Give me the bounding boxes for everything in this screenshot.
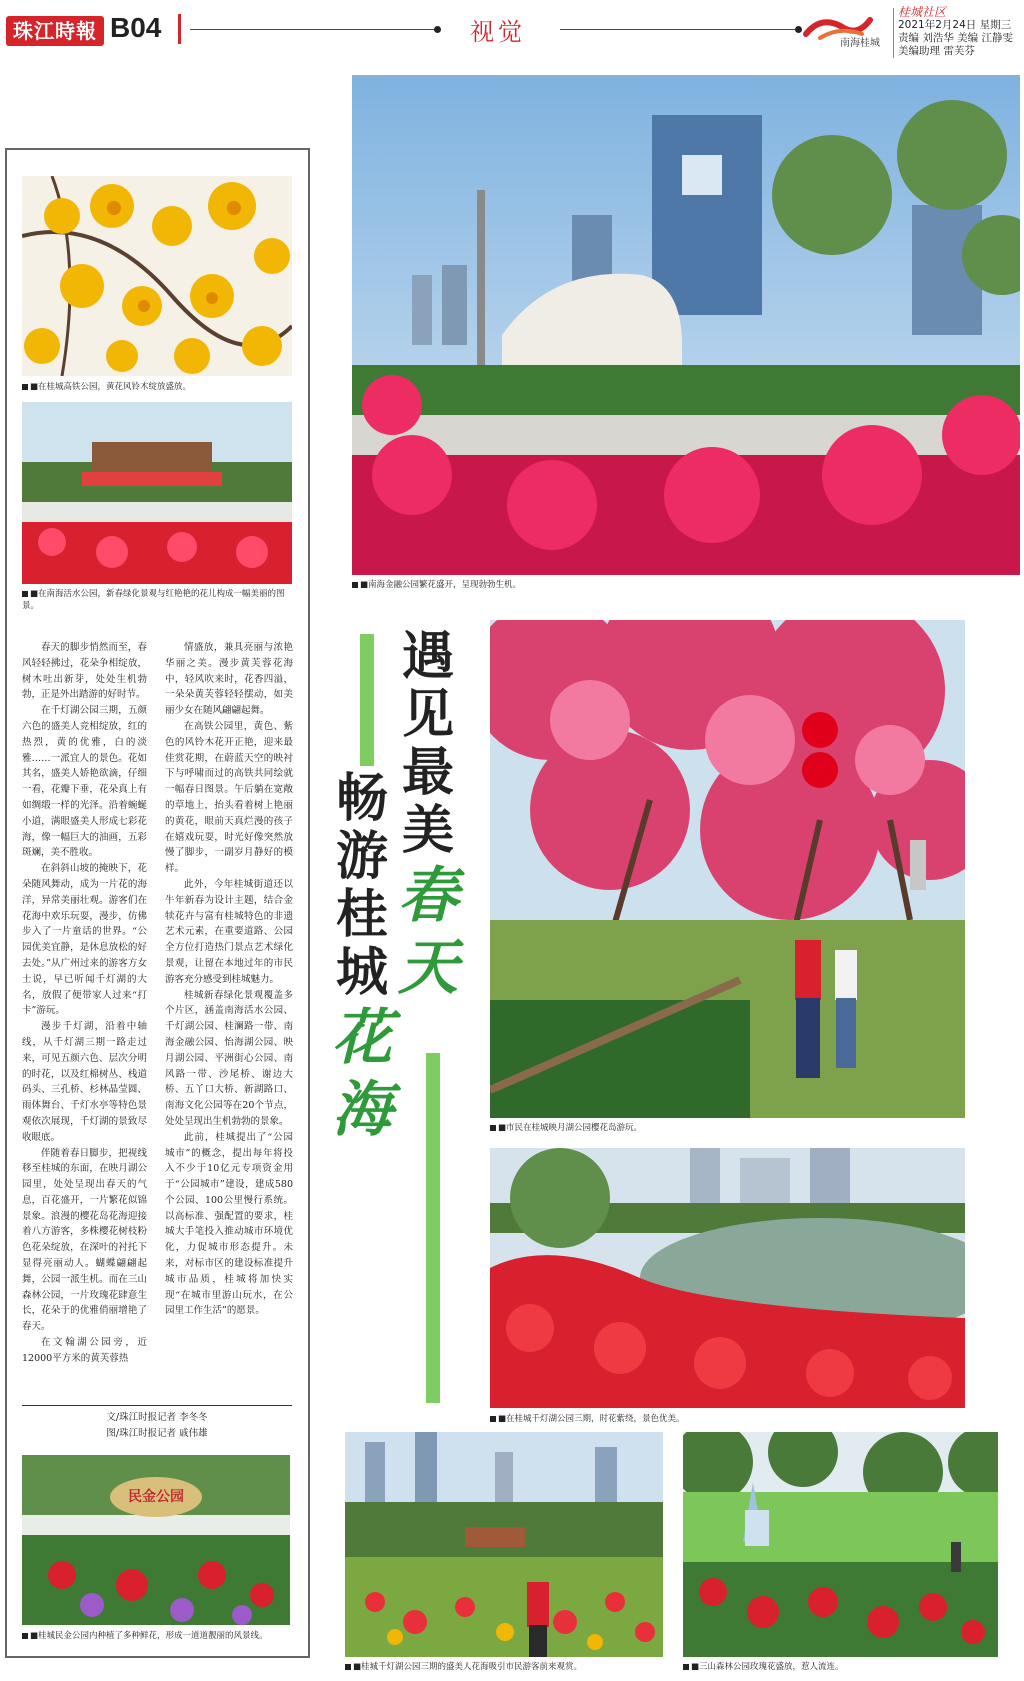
caption-photo2: ■在南海活水公园，新春绿化景观与红艳艳的花儿构成一幅美丽的图景。 — [22, 589, 285, 611]
title-char: 见 — [401, 684, 454, 745]
title-char-green: 天 — [398, 933, 458, 1003]
title-char: 畅 — [335, 768, 388, 829]
title-char-green: 海 — [332, 1075, 392, 1145]
caption-photo8: ■三山森林公园玫瑰花盛放，惹人流连。 — [683, 1661, 1013, 1673]
paragraph: 此外，今年桂城街道还以牛年新春为设计主题，结合金犊花卉与富有桂城特色的非遗艺术元素，在重要道路、公园全方位打造热门景点艺术绿化景观，让留在本地过年的市民游客充分感受到桂城魅力。 — [165, 878, 293, 985]
title-char: 城 — [335, 942, 388, 1003]
date-line: 2021年2月24日 星期三 — [898, 19, 1012, 31]
title-char: 桂 — [335, 884, 388, 945]
title-accent-bar-bottom — [426, 1053, 440, 1403]
title-char: 美 — [401, 800, 454, 861]
paragraph: 在斜斜山坡的掩映下，花朵随风舞动，成为一片花的海洋，异常美丽壮观。游客们在花海中欢乐玩耍，漫步，仿佛步入了一片童话的世界。“公园优美宜静，是休息放松的好去处。”从广州过来的游客方女士说，早已听闻千灯湖的大名，放假了便带家人过来“打卡”游玩。 — [22, 863, 147, 1017]
article-column-2 — [165, 640, 293, 1319]
photo-qiandeng-lake — [490, 1148, 965, 1408]
title-accent-bar-top — [360, 634, 374, 766]
paragraph: 情盛放，兼具亮丽与浓艳华丽之美。漫步黄芙蓉花海中，轻风吹来时，花香四溢，一朵朵黄芙蓉轻轻摆动，如美丽少女在随风翩翩起舞。 — [165, 642, 293, 717]
photo-cherry-blossom-island — [490, 620, 965, 1118]
caption-photo3: ■南海金融公园繁花盛开，呈现勃勃生机。 — [352, 579, 1020, 591]
header-rule-right — [560, 29, 800, 30]
title-char-green: 花 — [332, 1003, 392, 1073]
title-char: 遇 — [401, 626, 454, 687]
column-name: 桂城社区 — [898, 5, 947, 19]
paper-logo: 珠江時報 — [6, 16, 104, 46]
paragraph: 此前，桂城提出了“公园城市”的概念，提出每年将投入不少于10亿元专项资金用于“公园城市”建设，建成580个公园、100公里慢行系统。以高标准、强配置的要求，桂城大手笔投入推动城市环境优化，力促城市形态提升。未来，对标市区的建设标准提升城市品质，桂城将加快实现“在城市里游山玩水，在公园里工作生活”的愿景。 — [165, 1131, 293, 1317]
photo-credit: 图/珠江时报记者 戚伟雄 — [106, 1428, 208, 1439]
paragraph: 在文翰湖公园旁，近12000平方米的黄芙蓉热 — [22, 1337, 147, 1364]
paragraph: 春天的脚步悄然而至，春风轻轻拂过，花朵争相绽放，树木吐出新芽，处处生机勃勃，正是外出踏游的好时节。 — [22, 642, 147, 701]
photo-yellow-bell-trees — [22, 176, 292, 376]
caption-photo1: ■在桂城高铁公园，黄花风铃木绽放盛放。 — [22, 381, 297, 393]
assistant-line: 美编助理 雷芙芬 — [898, 45, 975, 57]
paragraph: 在高铁公园里，黄色、紫色的风铃木花开正艳，迎来最佳赏花期，在蔚蓝天空的映衬下与呼啸而过的高铁共同绘就一幅春日图景。午后躺在宽敞的草地上，抬头看着树上艳丽的黄花，眼前天真烂漫的孩子在嬉戏玩耍，时光好像突然放慢了脚步，一副岁月静好的模样。 — [165, 720, 293, 875]
photo-huoshui-park — [22, 402, 292, 584]
title-line-2 — [332, 770, 392, 1146]
caption-photo4: ■市民在桂城映月湖公园樱花岛游玩。 — [490, 1122, 965, 1134]
section-title: 视觉 — [470, 18, 526, 46]
credits-rule — [22, 1405, 292, 1406]
caption-photo5: ■在桂城千灯湖公园三期，时花紫绕，景色优美。 — [490, 1413, 965, 1425]
credits — [22, 1410, 292, 1442]
text-credit: 文/珠江时报记者 李冬冬 — [106, 1412, 208, 1423]
photo-sanshan-rose-garden — [683, 1432, 998, 1657]
header-rule-dot — [434, 26, 441, 33]
brand-name: 南海桂城 — [840, 38, 880, 49]
paragraph: 漫步千灯湖，沿着中轴线，从千灯湖三期一路走过来，可见五颜六色、层次分明的时花，以及红棉树丛、栈道码头、三孔桥、杉林晶莹圆、雨体舞台、千灯水亭等特色景观依次展现，千灯湖的景致尽收眼底。 — [22, 1021, 147, 1143]
paragraph: 在千灯湖公园三期，五颜六色的盛美人竞相绽放，红的热烈，黄的优雅，白的淡雅……一派宜人的景色。花如其名，盛美人娇艳欲滴，仔细一看，花瓣下垂，花朵真上有如绸缎一样的光泽。沿着蜿蜒小道，满眼盛美人形成七彩花海，像一幅巨大的油画，五彩斑斓，美不胜收。 — [22, 705, 147, 859]
header-vertical-separator — [893, 8, 894, 58]
header-rule-left — [190, 29, 440, 30]
photo-flower-sea-visitors — [345, 1432, 663, 1657]
title-line-1 — [398, 628, 458, 1004]
park-sign: 民金公园 — [128, 1489, 184, 1505]
editorial-info — [898, 6, 1022, 58]
photo-minjin-park — [22, 1455, 290, 1625]
title-char-green: 春 — [398, 861, 458, 931]
editors-line: 责编 刘浩华 美编 江静雯 — [898, 32, 1014, 44]
caption-photo6: ■桂城民金公园内种植了多种鲜花，形成一道道靓丽的风景线。 — [22, 1630, 297, 1642]
caption-photo7: ■桂城千灯湖公园三期的盛美人花海吸引市民游客前来观赏。 — [345, 1661, 675, 1673]
paragraph: 桂城新春绿化景观覆盖多个片区，涵盖南海活水公园、千灯湖公园、桂澜路一带、南海金融公园、怡海湖公园、映月湖公园、平洲街心公园、南风路一带、沙尾桥、谢边大桥、五丫口大桥、新湖路口、南海文化公园等在20个节点，处处呈现出生机勃勃的景象。 — [165, 989, 293, 1127]
article-column-1 — [22, 640, 147, 1367]
title-char: 最 — [401, 742, 454, 803]
title-char: 游 — [335, 826, 388, 887]
header-divider — [178, 14, 181, 44]
page-number: B04 — [110, 12, 162, 43]
photo-financial-park — [352, 75, 1020, 575]
paragraph: 伴随着春日脚步，把视线移至桂城的东面，在映月湖公园里，处处呈现出春天的气息，百花盛开，一片繁花似锦景象。浪漫的樱花岛花海迎接着八方游客，多株樱花树枝粉色花朵绽放，在深叶的衬托下显得亮丽动人。蝴蝶翩翩起舞，公园一派生机。而在三山森林公园，一片玫瑰花肆意生长，花朵于的优雅俏丽增艳了春天。 — [22, 1147, 147, 1333]
